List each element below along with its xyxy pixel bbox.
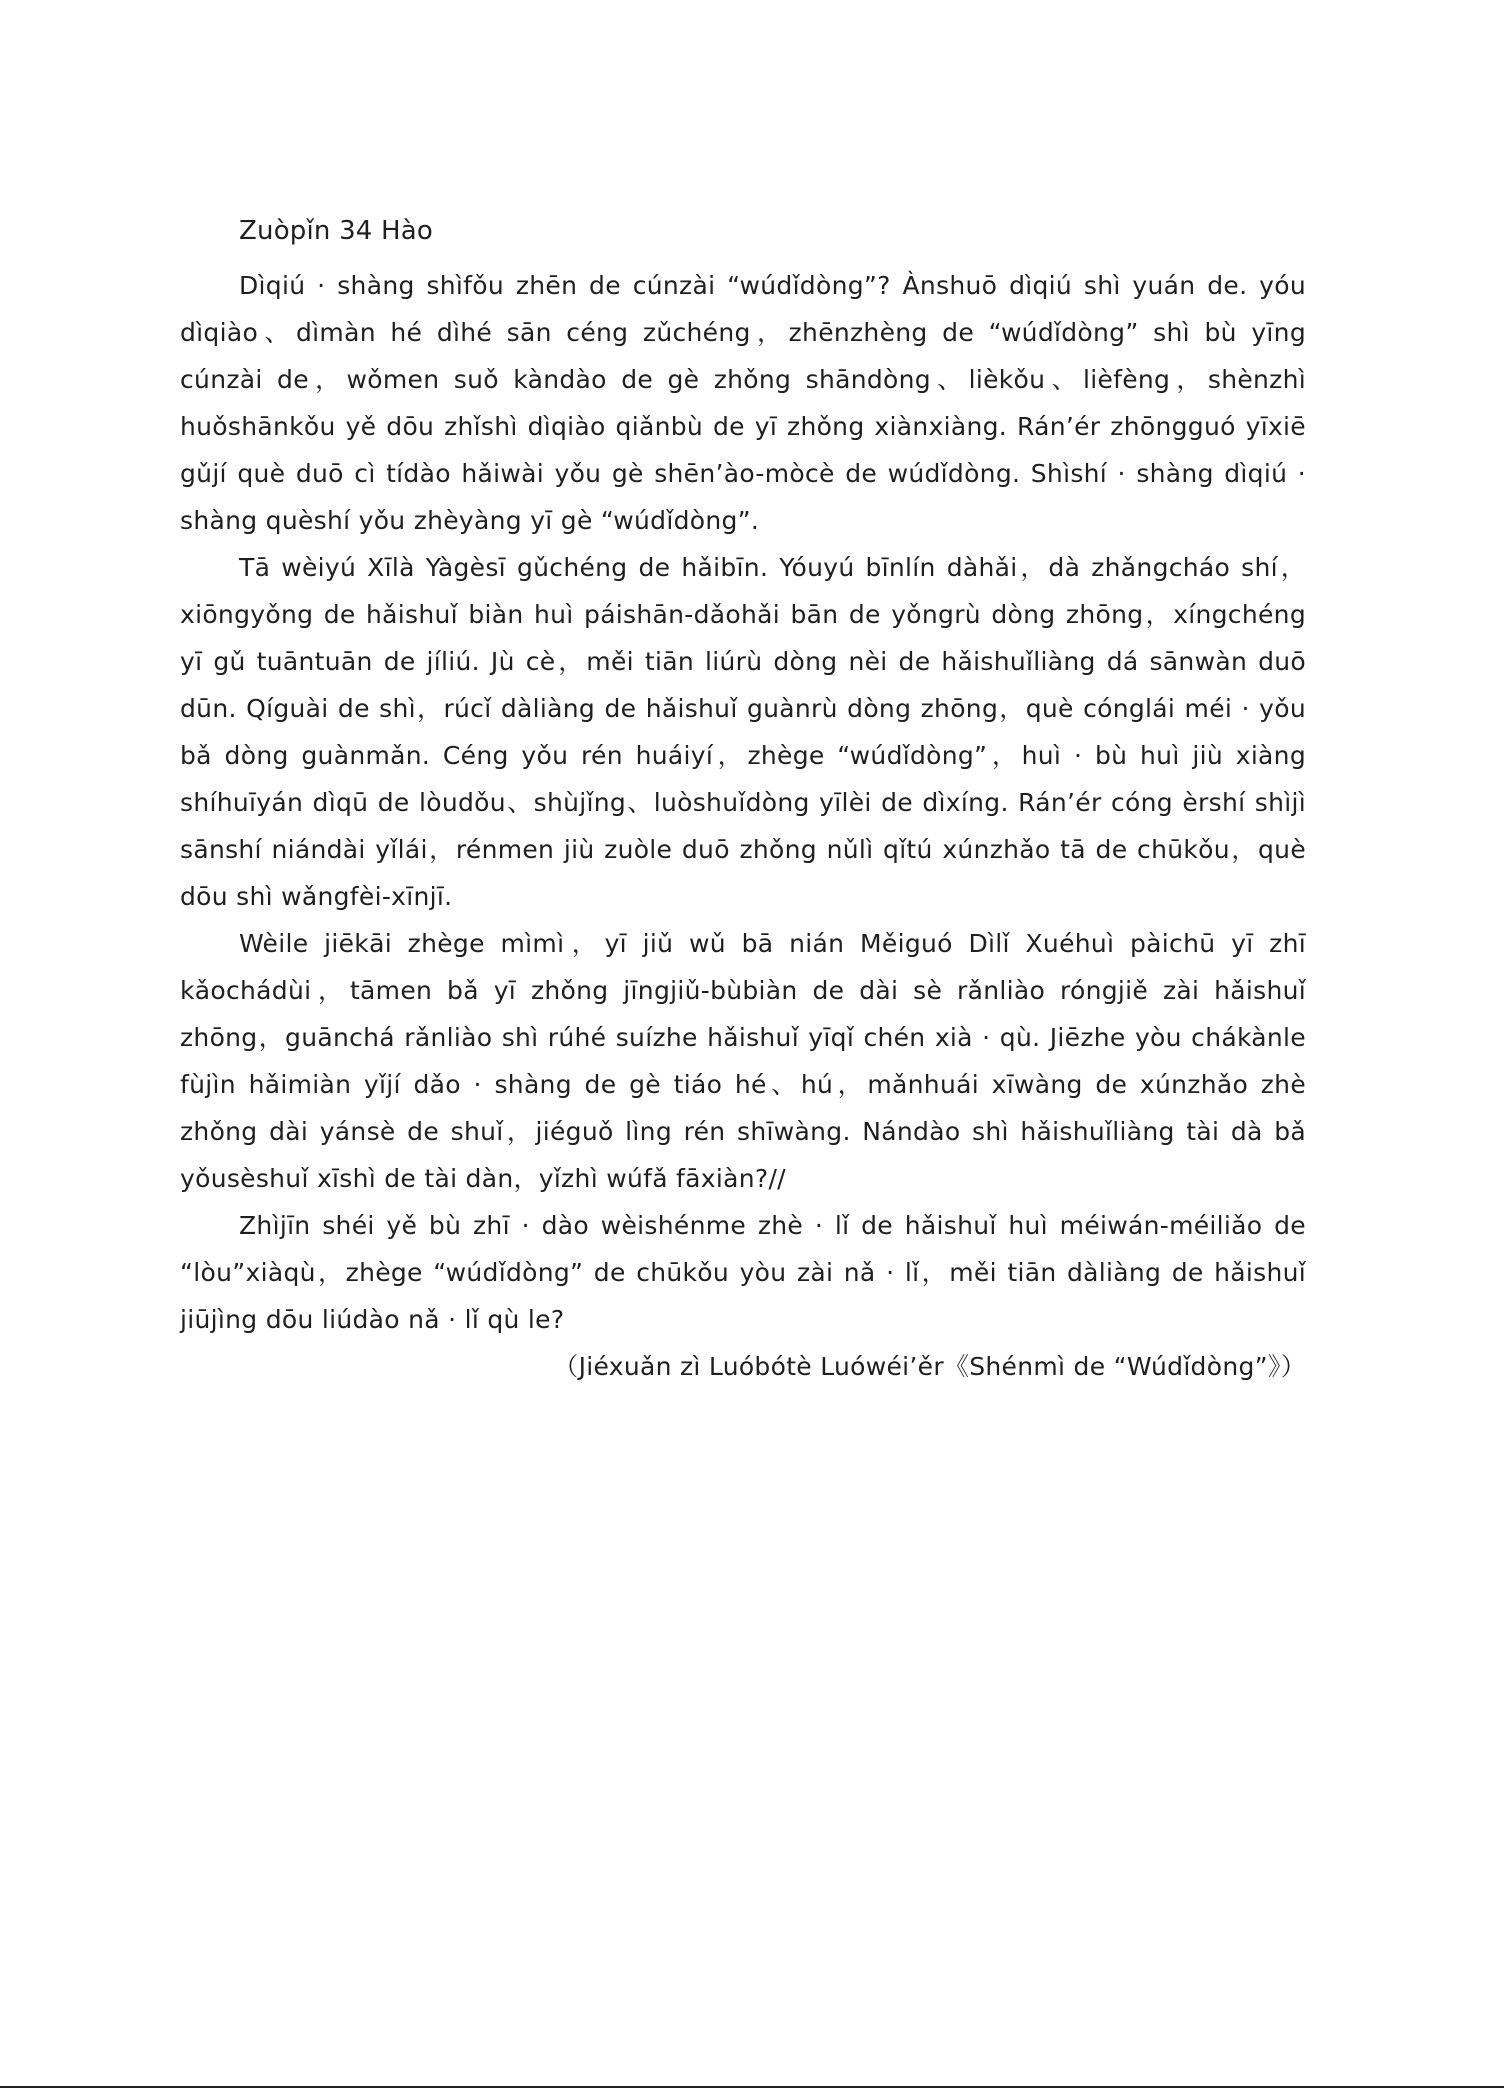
document-body xyxy=(180,216,1306,1390)
bottom-divider xyxy=(0,2086,1504,2088)
paragraph-1: Dìqiú · shàng shìfǒu zhēn de cúnzài “wúdǐdòng”? Ànshuō dìqiú shì yuán de. yóu dìqiào、dìmàn hé dìhé sān céng zǔchéng，zhēnzhèng de “wúdǐdòng” shì bù yīng cúnzài de，wǒmen suǒ kàndào de gè zhǒng shāndòng、lièkǒu、lièfèng，shènzhì huǒshānkǒu yě dōu zhǐshì dìqiào qiǎnbù de yī zhǒng xiànxiàng. Rán’ér zhōngguó yīxiē gǔjí què duō cì tídào hǎiwài yǒu gè shēn’ào-mòcè de wúdǐdòng. Shìshí · shàng dìqiú · shàng quèshí yǒu zhèyàng yī gè “wúdǐdòng”. xyxy=(180,271,1306,535)
paragraph-4: Zhìjīn shéi yě bù zhī · dào wèishénme zhè · lǐ de hǎishuǐ huì méiwán-méiliǎo de “lòu”xiàqù，zhège “wúdǐdòng” de chūkǒu yòu zài nǎ · lǐ，měi tiān dàliàng de hǎishuǐ jiūjìng dōu liúdào nǎ · lǐ qù le? xyxy=(180,1211,1306,1334)
page-title: Zuòpǐn 34 Hào xyxy=(239,216,434,246)
paragraph-2: Tā wèiyú Xīlà Yàgèsī gǔchéng de hǎibīn. Yóuyú bīnlín dàhǎi，dà zhǎngcháo shí，xiōngyǒng de hǎishuǐ biàn huì páishān-dǎohǎi bān de yǒngrù dòng zhōng，xíngchéng yī gǔ tuāntuān de jíliú. Jù cè，měi tiān liúrù dòng nèi de hǎishuǐliàng dá sānwàn duō dūn. Qíguài de shì，rúcǐ dàliàng de hǎishuǐ guànrù dòng zhōng，què cónglái méi · yǒu bǎ dòng guànmǎn. Céng yǒu rén huáiyí，zhège “wúdǐdòng”，huì · bù huì jiù xiàng shíhuīyán dìqū de lòudǒu、shùjǐng、luòshuǐdòng yīlèi de dìxíng. Rán’ér cóng èrshí shìjì sānshí niándài yǐlái，rénmen jiù zuòle duō zhǒng nǔlì qǐtú xúnzhǎo tā de chūkǒu，què dōu shì wǎngfèi-xīnjī. xyxy=(180,553,1306,911)
source-citation: （Jiéxuǎn zì Luóbótè Luówéi’ěr《Shénmì de “Wúdǐdòng”》） xyxy=(553,1352,1306,1381)
paragraph-3: Wèile jiēkāi zhège mìmì，yī jiǔ wǔ bā nián Měiguó Dìlǐ Xuéhuì pàichū yī zhī kǎochádùi，tāmen bǎ yī zhǒng jīngjiǔ-bùbiàn de dài sè rǎnliào róngjiě zài hǎishuǐ zhōng，guānchá rǎnliào shì rúhé suízhe hǎishuǐ yīqǐ chén xià · qù. Jiēzhe yòu chákànle fùjìn hǎimiàn yǐjí dǎo · shàng de gè tiáo hé、hú，mǎnhuái xīwàng de xúnzhǎo zhè zhǒng dài yánsè de shuǐ，jiéguǒ lìng rén shīwàng. Nándào shì hǎishuǐliàng tài dà bǎ yǒusèshuǐ xīshì de tài dàn，yǐzhì wúfǎ fāxiàn?// xyxy=(180,929,1306,1193)
